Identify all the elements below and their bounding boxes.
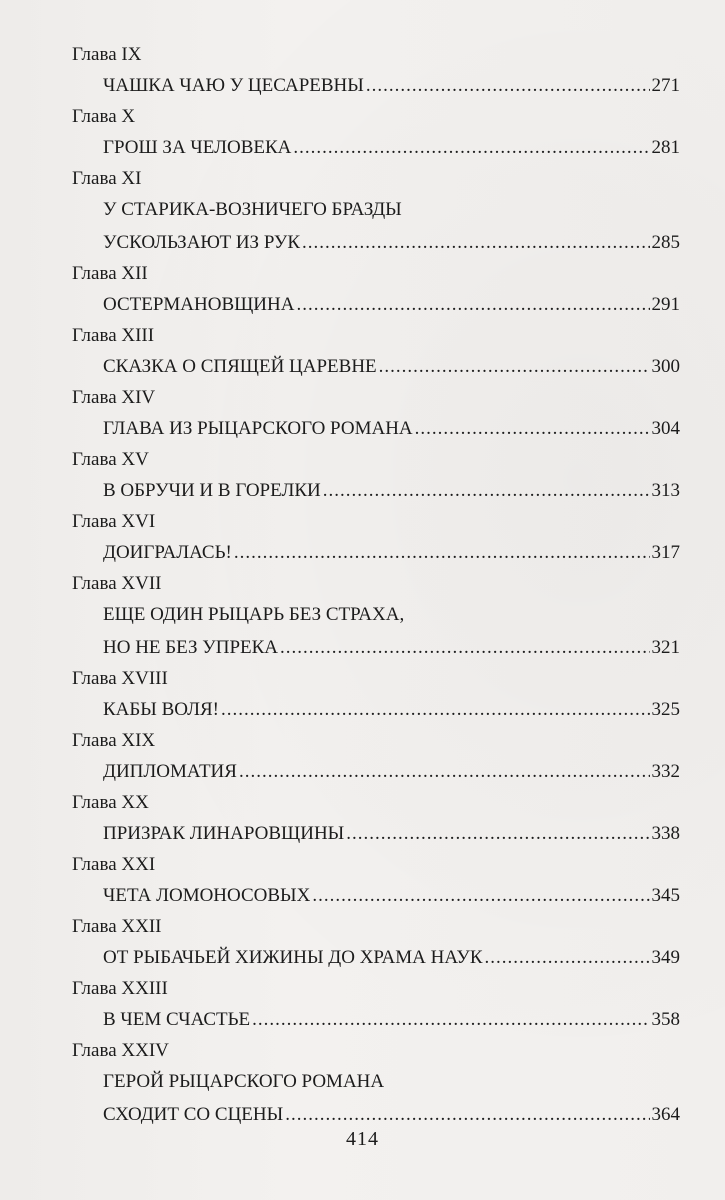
chapter-title-row [103, 474, 680, 507]
chapter-label: Глава XVI [72, 511, 156, 532]
chapter-title: В ЧЕМ СЧАСТЬЕ [103, 1009, 251, 1030]
chapter-title-line: ЕЩЕ ОДИН РЫЦАРЬ БЕЗ СТРАХА, [103, 604, 405, 625]
chapter-page-number: 304 [651, 418, 680, 439]
chapter-title-row [103, 131, 680, 164]
chapter-title: УСКОЛЬЗАЮТ ИЗ РУК [103, 232, 301, 253]
chapter-title: СХОДИТ СО СЦЕНЫ [103, 1104, 284, 1125]
chapter-label: Глава XXII [72, 916, 162, 937]
chapter-title-row [103, 350, 680, 383]
dot-leader [285, 1098, 649, 1131]
chapter-page-number: 271 [651, 75, 680, 96]
chapter-title-row [103, 1098, 680, 1131]
chapter-page-number: 281 [651, 137, 680, 158]
toc-entry [72, 850, 680, 912]
chapter-title: ГРОШ ЗА ЧЕЛОВЕКА [103, 137, 292, 158]
dot-leader [239, 755, 650, 788]
table-of-contents [72, 40, 680, 1131]
chapter-title-row [103, 536, 680, 569]
toc-entry [72, 102, 680, 164]
chapter-title-row [103, 631, 680, 664]
dot-leader [346, 817, 649, 850]
dot-leader [280, 631, 649, 664]
chapter-page-number: 313 [651, 480, 680, 501]
chapter-title-row [103, 941, 680, 974]
chapter-page-number: 338 [651, 823, 680, 844]
chapter-title: КАБЫ ВОЛЯ! [103, 699, 219, 720]
chapter-label: Глава XIV [72, 387, 156, 408]
toc-entry [72, 164, 680, 259]
chapter-title: НО НЕ БЕЗ УПРЕКА [103, 637, 279, 658]
chapter-title-row [103, 693, 680, 726]
toc-entry [72, 912, 680, 974]
dot-leader [485, 941, 650, 974]
dot-leader [293, 131, 649, 164]
chapter-title-row [103, 288, 680, 321]
chapter-label: Глава XVII [72, 573, 162, 594]
toc-entry [72, 383, 680, 445]
dot-leader [312, 879, 649, 912]
chapter-title-row [103, 69, 680, 102]
chapter-label: Глава XXI [72, 854, 156, 875]
chapter-title-row [103, 755, 680, 788]
toc-entry [72, 788, 680, 850]
chapter-page-number: 300 [651, 356, 680, 377]
toc-entry [72, 1036, 680, 1131]
chapter-title-row [103, 226, 680, 259]
chapter-page-number: 321 [651, 637, 680, 658]
chapter-page-number: 285 [651, 232, 680, 253]
chapter-title: ОСТЕРМАНОВЩИНА [103, 294, 295, 315]
dot-leader [252, 1003, 649, 1036]
toc-entry [72, 321, 680, 383]
chapter-label: Глава XIX [72, 730, 156, 751]
chapter-label: Глава XXIV [72, 1040, 169, 1061]
toc-entry [72, 259, 680, 321]
dot-leader [379, 350, 650, 383]
toc-entry [72, 569, 680, 664]
chapter-label: Глава XIII [72, 325, 155, 346]
chapter-label: Глава XI [72, 168, 142, 189]
dot-leader [323, 474, 650, 507]
chapter-page-number: 358 [651, 1009, 680, 1030]
toc-entry [72, 726, 680, 788]
dot-leader [415, 412, 650, 445]
chapter-label: Глава X [72, 106, 136, 127]
chapter-page-number: 317 [651, 542, 680, 563]
toc-entry [72, 40, 680, 102]
chapter-label: Глава XVIII [72, 668, 168, 689]
chapter-title-row [103, 412, 680, 445]
chapter-page-number: 325 [651, 699, 680, 720]
chapter-title: ОТ РЫБАЧЬЕЙ ХИЖИНЫ ДО ХРАМА НАУК [103, 947, 483, 968]
chapter-page-number: 291 [651, 294, 680, 315]
toc-entry [72, 664, 680, 726]
chapter-title: ЧАШКА ЧАЮ У ЦЕСАРЕВНЫ [103, 75, 364, 96]
chapter-label: Глава IX [72, 44, 142, 65]
chapter-title: В ОБРУЧИ И В ГОРЕЛКИ [103, 480, 321, 501]
dot-leader [366, 69, 650, 102]
chapter-title: ПРИЗРАК ЛИНАРОВЩИНЫ [103, 823, 345, 844]
page-number: 414 [346, 1128, 379, 1150]
chapter-title-row [103, 879, 680, 912]
chapter-title: ДОИГРАЛАСЬ! [103, 542, 232, 563]
chapter-page-number: 332 [651, 761, 680, 782]
chapter-title-row [103, 817, 680, 850]
chapter-title-row [103, 1003, 680, 1036]
chapter-title-line: ГЕРОЙ РЫЦАРСКОГО РОМАНА [103, 1071, 385, 1092]
chapter-page-number: 364 [651, 1104, 680, 1125]
toc-entry [72, 507, 680, 569]
chapter-label: Глава XXIII [72, 978, 168, 999]
chapter-label: Глава XX [72, 792, 149, 813]
chapter-page-number: 345 [651, 885, 680, 906]
chapter-title: ДИПЛОМАТИЯ [103, 761, 237, 782]
chapter-title: ЧЕТА ЛОМОНОСОВЫХ [103, 885, 311, 906]
chapter-title: СКАЗКА О СПЯЩЕЙ ЦАРЕВНЕ [103, 356, 377, 377]
chapter-label: Глава XV [72, 449, 149, 470]
dot-leader [296, 288, 649, 321]
dot-leader [234, 536, 650, 569]
toc-entry [72, 974, 680, 1036]
dot-leader [221, 693, 650, 726]
chapter-page-number: 349 [651, 947, 680, 968]
chapter-label: Глава XII [72, 263, 148, 284]
toc-entry [72, 445, 680, 507]
chapter-title: ГЛАВА ИЗ РЫЦАРСКОГО РОМАНА [103, 418, 413, 439]
dot-leader [302, 226, 649, 259]
chapter-title-line: У СТАРИКА-ВОЗНИЧЕГО БРАЗДЫ [103, 199, 402, 220]
